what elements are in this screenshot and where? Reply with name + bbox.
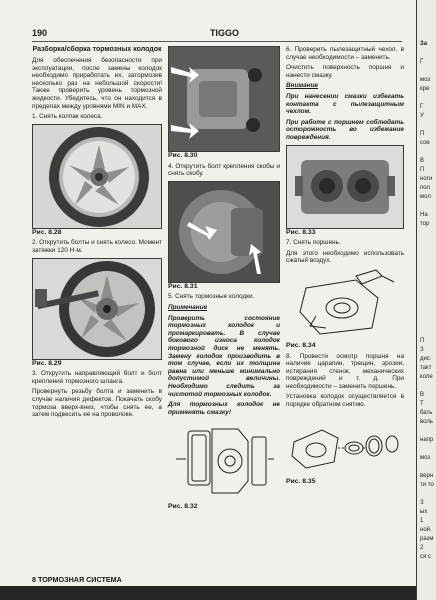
page-number: 190 [32, 28, 48, 38]
adjacent-page-fragment: На [420, 212, 428, 218]
step-4: 4. Открутить болт крепления скобы и снять скобу. [168, 162, 280, 178]
note-paragraph-1: Проверить состояние тормозных колодок и промаркировать. В случае бокового износа колодок тормозной диск не менять. Замену колодок производить в том случае, если их толщина равна или меньше минимально допустимой величины. Необходимо следить за чистотой тормозных колодок. [168, 314, 280, 398]
adjacent-page-fragment: 1 [420, 518, 424, 524]
adjacent-page-fragment: пол [420, 185, 430, 191]
adjacent-page-fragment: бать [420, 410, 433, 416]
adjacent-page-fragment: дис [420, 356, 430, 362]
adjacent-page-fragment: П [420, 338, 425, 344]
adjacent-page-fragment [417, 328, 436, 337]
adjacent-page-fragment: Т [420, 401, 424, 407]
adjacent-page-fragment [417, 238, 436, 247]
adjacent-page-fragment: За [420, 41, 428, 47]
step-1: 1. Снять колпак колеса. [32, 113, 103, 121]
figure-8-33-caliper-body [286, 145, 404, 229]
warning-paragraph-1: При нанесении смазки избегать контакта с пылезащитным чехлом. [286, 92, 404, 116]
adjacent-page-fragment: коле [420, 374, 433, 380]
adjacent-page-fragment [417, 148, 436, 157]
adjacent-page-fragment [417, 256, 436, 265]
adjacent-page-fragment: сое [420, 140, 430, 146]
adjacent-page-fragment [417, 274, 436, 283]
figure-8-31-caliper-removal [168, 181, 280, 283]
header-rule [32, 41, 402, 42]
adjacent-page-fragment: такт [420, 365, 432, 371]
step-6-details: Очистить поверхность поршня и нанести смазку. [286, 64, 404, 79]
adjacent-page-fragment: моз [420, 455, 431, 461]
step-7-details: Для этого необходимо использовать сжатый воздух. [286, 249, 404, 265]
figure-8-35-piston-parts [286, 412, 402, 478]
step-3-details: Провернуть резьбу болта и заменить в случае наличия дефектов. Покачать скобу тормоза вверх-вниз, чтобы снять ее, а затем подвесить ее на проволоке. [32, 388, 162, 419]
figure-8-28-wheel-cap [32, 124, 162, 229]
adjacent-page-fragment [417, 310, 436, 319]
step-2: 2. Открутить болты и снять колесо. Момент затяжки 120 Н·м. [32, 239, 162, 254]
adjacent-page-fragment [417, 94, 436, 103]
column-1 [32, 46, 162, 422]
figure-8-34-piston-air [286, 268, 402, 342]
adjacent-page-fragment: З [420, 347, 424, 353]
step-5: 5. Снять тормозные колодки. [168, 293, 255, 301]
caption-8-29: Рис. 8.29 [32, 359, 62, 367]
adjacent-page-fragment: В [420, 392, 425, 398]
adjacent-page-fragment [417, 427, 436, 436]
figure-8-30-caliper-bolts [168, 46, 280, 152]
adjacent-page-fragment [417, 202, 436, 211]
adjacent-page-fragment: воль [420, 419, 433, 425]
warning-heading: Внимание [286, 82, 318, 90]
adjacent-page-fragment: напр [420, 437, 434, 443]
adjacent-page-fragment [417, 283, 436, 292]
wheel-illustration [33, 125, 161, 228]
adjacent-page-fragment: Г [420, 59, 424, 65]
caliper-body-illustration [287, 146, 403, 228]
caliper-removal-illustration [169, 182, 279, 282]
step-3: 3. Открутить направляющий болт и болт крепления тормозного шланга. [32, 370, 162, 385]
adjacent-page-fragment [417, 445, 436, 454]
adjacent-page-fragment [417, 67, 436, 76]
adjacent-page-fragment [417, 463, 436, 472]
adjacent-page-fragment: моз [420, 77, 431, 83]
adjacent-page-fragment [417, 49, 436, 58]
adjacent-page-fragment: П [420, 131, 425, 137]
adjacent-page-fragment: ти то [420, 482, 434, 488]
piston-parts-exploded-drawing [286, 412, 402, 478]
page-footer-chapter: 8 ТОРМОЗНАЯ СИСТЕМА [32, 575, 122, 584]
adjacent-page-fragment: ноги [420, 176, 433, 182]
step-8: 8. Провести осмотр поршня на наличие царапин, трещин, эрозии, истирания стенок, механических повреждений и т. д. При необходимости – заменить поршень. [286, 352, 404, 390]
adjacent-page-fragment: кре [420, 86, 430, 92]
piston-compressed-air-drawing [286, 268, 402, 342]
adjacent-page-fragment: П [420, 167, 425, 173]
adjacent-page-fragment [417, 229, 436, 238]
adjacent-page-fragment [417, 301, 436, 310]
note-heading: Примечание [168, 303, 208, 311]
adjacent-page-fragment [417, 265, 436, 274]
page-header [32, 28, 402, 40]
adjacent-page-fragment: верн [420, 473, 434, 479]
adjacent-page-fragment: У [420, 113, 424, 119]
caption-8-30: Рис. 8.30 [168, 152, 198, 159]
adjacent-page-fragment [417, 121, 436, 130]
caption-8-31: Рис. 8.31 [168, 282, 198, 290]
adjacent-page-fragment: З [420, 500, 424, 506]
adjacent-page-fragment: 2 [420, 545, 424, 551]
section-title: Разборка/сборка тормозных колодок [32, 46, 162, 53]
adjacent-page-edge [416, 0, 436, 600]
book-title: TIGGO [210, 28, 239, 38]
adjacent-page-fragment: ной. [420, 527, 432, 533]
caption-8-33: Рис. 8.33 [286, 228, 316, 236]
column-2 [168, 46, 280, 514]
adjacent-page-fragment: В [420, 158, 425, 164]
adjacent-page-fragment [417, 382, 436, 391]
figure-8-29-wheel-bolts [32, 258, 162, 360]
caliper-photo-illustration [169, 47, 279, 151]
brake-pads-line-drawing [168, 419, 278, 503]
note-paragraph-2: Для тормозных колодок не применять смазку! [168, 401, 280, 416]
caption-8-32: Рис. 8.32 [168, 503, 198, 511]
step-6: 6. Проверить пылезащитный чехол, в случае необходимости – заменить. [286, 46, 404, 61]
adjacent-page-fragment [417, 247, 436, 256]
column-3 [286, 46, 404, 488]
adjacent-page-fragment [417, 490, 436, 499]
step-7: 7. Снять поршень. [286, 239, 341, 247]
adjacent-page-fragment: ых [420, 509, 428, 515]
adjacent-page-fragment: мол [420, 194, 431, 200]
caption-8-28: Рис. 8.28 [32, 228, 62, 236]
caption-8-35: Рис. 8.35 [286, 477, 316, 485]
adjacent-page-fragment: разм [420, 536, 434, 542]
adjacent-page-fragment: ся с [420, 554, 431, 560]
figure-8-32-pads-diagram [168, 419, 278, 503]
wheel-with-wrench-illustration [33, 259, 161, 359]
caption-8-34: Рис. 8.34 [286, 341, 316, 349]
adjacent-page-fragment [417, 292, 436, 301]
scan-shadow [0, 586, 416, 600]
adjacent-page-fragment: тор [420, 221, 430, 227]
warning-paragraph-2: При работе с поршнем соблюдать осторожность во избежание повреждения. [286, 118, 404, 141]
intro-paragraph: Для обеспечения безопасности при эксплуатации, после замены колодок необходимо приработать их, затормозив несколько раз на небольшой скорости! Также проверить уровень тормозной жидкости. Убедитесь, что он находится в пределах между уровнями MIN и MAX. [32, 57, 162, 110]
adjacent-page-fragment: Г [420, 104, 424, 110]
installation-note: Установка колодок осуществляется в порядке обратном снятию. [286, 393, 404, 409]
adjacent-page-fragment [417, 319, 436, 328]
